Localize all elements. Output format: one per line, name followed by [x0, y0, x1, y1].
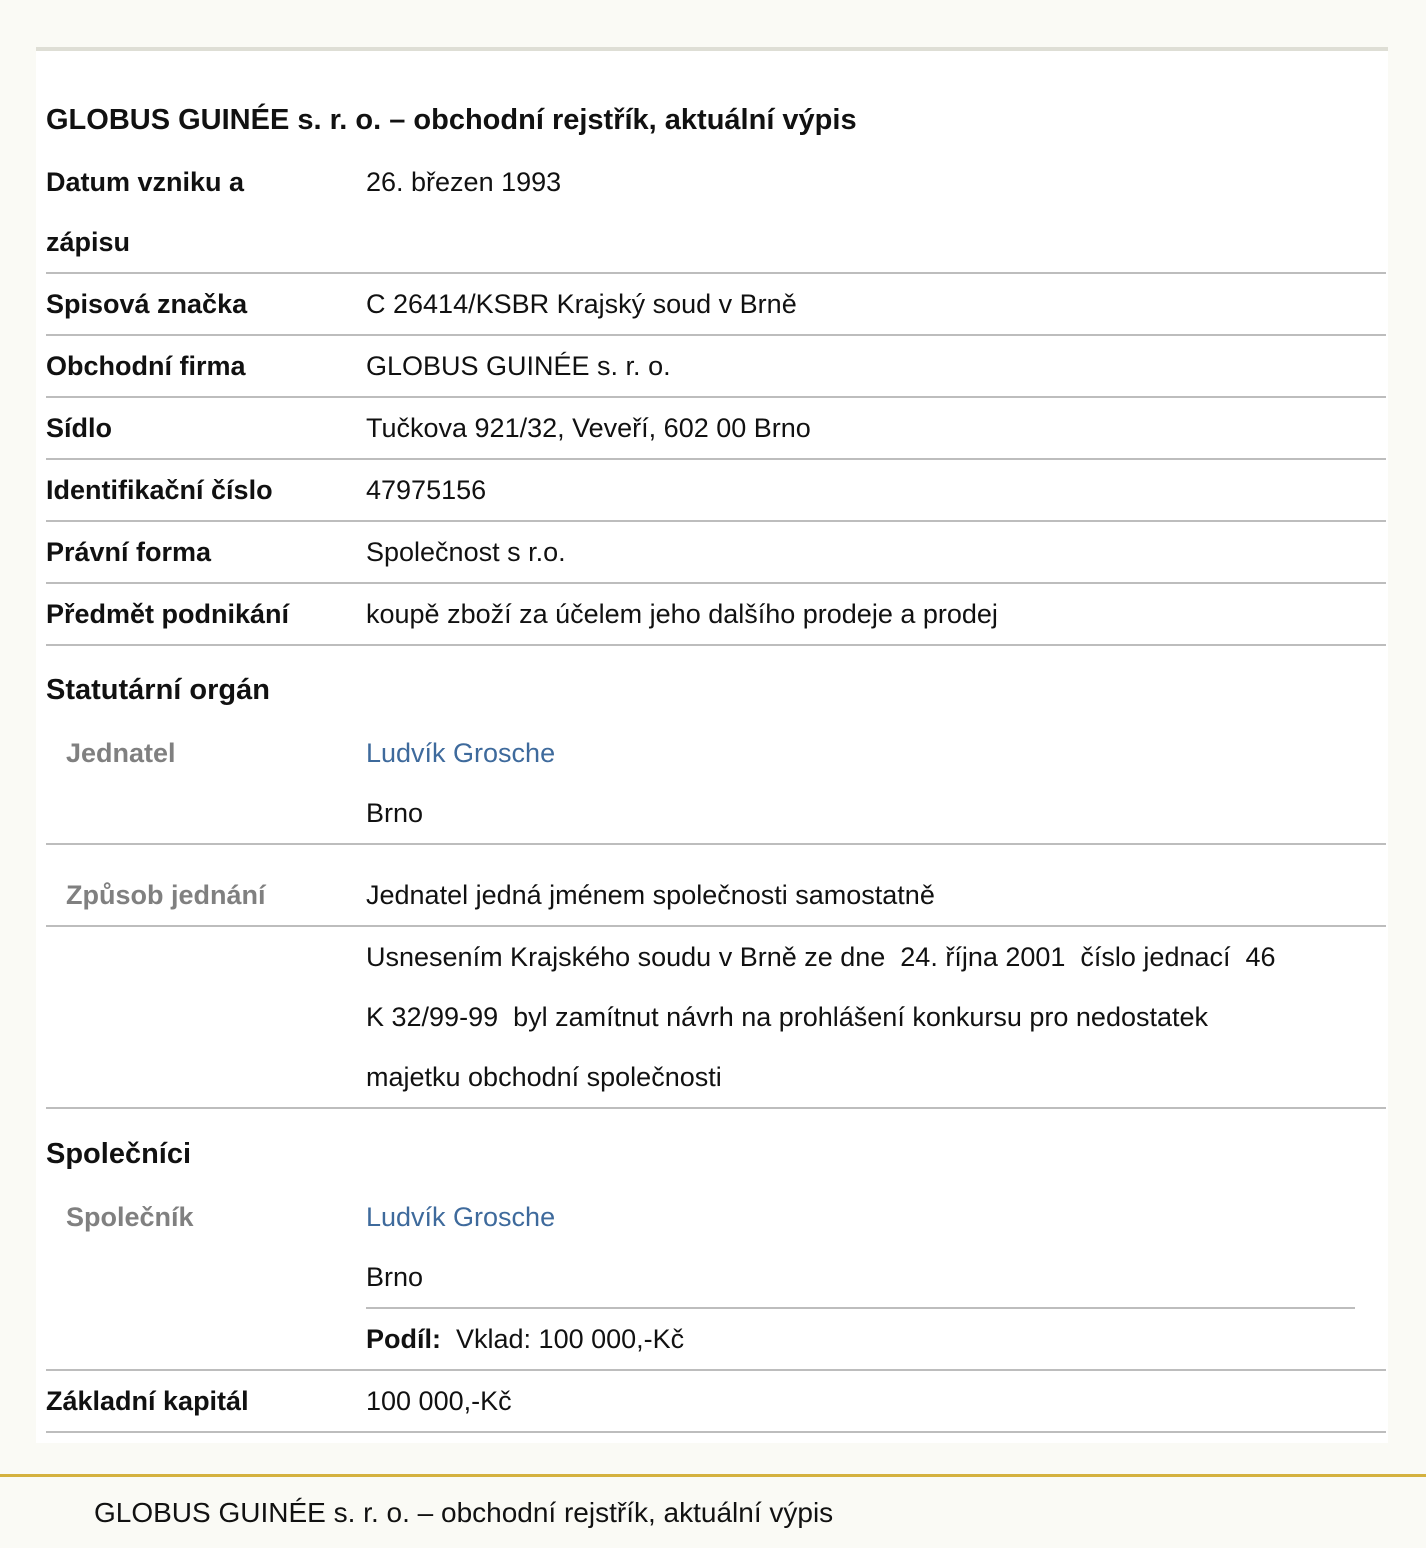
label-spolecnik: Společník	[66, 1202, 194, 1232]
value-zpusob-jednani: Jednatel jedná jménem společnosti samostatně	[366, 880, 935, 910]
value-zakladni-kapital: 100 000,-Kč	[366, 1386, 512, 1416]
section-heading-statutarni-organ: Statutární orgán	[46, 674, 270, 706]
value-spisova-znacka: C 26414/KSBR Krajský soud v Brně	[366, 289, 797, 319]
jednatel-name-link[interactable]: Ludvík Grosche	[366, 738, 556, 768]
label-datum-vzniku	[46, 152, 346, 272]
label-zakladni-kapital: Základní kapitál	[46, 1386, 249, 1416]
usneseni-note	[366, 927, 1386, 1107]
value-predmet-podnikani: koupě zboží za účelem jeho dalšího prodeje a prodej	[366, 599, 998, 629]
label-datum-vzniku-line2: zápisu	[46, 227, 131, 257]
spolecnik-inner-divider	[366, 1307, 1355, 1309]
row-zpusob-jednani	[46, 865, 1386, 927]
usneseni-note-line2: K 32/99-99 byl zamítnut návrh na prohlášení konkursu pro nedostatek	[366, 1002, 1209, 1032]
label-predmet-podnikani: Předmět podnikání	[46, 599, 290, 629]
usneseni-note-line3: majetku obchodní společnosti	[366, 1062, 722, 1092]
podil-label: Podíl:	[366, 1324, 441, 1354]
row-obchodni-firma	[46, 336, 1386, 398]
row-identifikacni-cislo	[46, 460, 1386, 522]
spolecnik-podil	[366, 1309, 1386, 1369]
footer-title: GLOBUS GUINÉE s. r. o. – obchodní rejstřík, aktuální výpis	[94, 1497, 834, 1528]
section-heading-spolecnici: Společníci	[46, 1138, 192, 1170]
value-sidlo: Tučkova 921/32, Veveří, 602 00 Brno	[366, 413, 811, 443]
spolecnik-city: Brno	[366, 1262, 424, 1292]
row-usneseni-note	[46, 927, 1386, 1109]
spolecnik-name-link[interactable]: Ludvík Grosche	[366, 1202, 556, 1232]
label-pravni-forma: Právní forma	[46, 537, 212, 567]
row-spisova-znacka	[46, 274, 1386, 336]
row-datum-vzniku	[46, 152, 1386, 274]
label-identifikacni-cislo: Identifikační číslo	[46, 475, 273, 505]
label-datum-vzniku-line1: Datum vzniku a	[46, 167, 245, 197]
row-zakladni-kapital	[46, 1371, 1386, 1433]
footer-accent-line	[0, 1474, 1426, 1477]
label-sidlo: Sídlo	[46, 413, 112, 443]
podil-value: Vklad: 100 000,-Kč	[456, 1324, 685, 1354]
label-jednatel: Jednatel	[66, 738, 176, 768]
value-datum-vzniku: 26. březen 1993	[366, 167, 562, 197]
label-spisova-znacka: Spisová značka	[46, 289, 248, 319]
label-zpusob-jednani: Způsob jednání	[66, 880, 266, 910]
row-sidlo	[46, 398, 1386, 460]
page-title: GLOBUS GUINÉE s. r. o. – obchodní rejstřík, aktuální výpis	[46, 104, 857, 136]
value-pravni-forma: Společnost s r.o.	[366, 537, 566, 567]
row-jednatel	[46, 723, 1386, 845]
value-obchodni-firma: GLOBUS GUINÉE s. r. o.	[366, 351, 671, 381]
usneseni-note-line1: Usnesením Krajského soudu v Brně ze dne 24. října 2001 číslo jednací 46	[366, 942, 1276, 972]
value-identifikacni-cislo: 47975156	[366, 475, 487, 505]
row-spolecnik	[46, 1187, 1386, 1371]
row-pravni-forma	[46, 522, 1386, 584]
label-obchodni-firma: Obchodní firma	[46, 351, 246, 381]
value-jednatel	[366, 723, 1386, 843]
jednatel-city: Brno	[366, 798, 424, 828]
value-spolecnik	[366, 1187, 1386, 1307]
row-predmet-podnikani	[46, 584, 1386, 646]
